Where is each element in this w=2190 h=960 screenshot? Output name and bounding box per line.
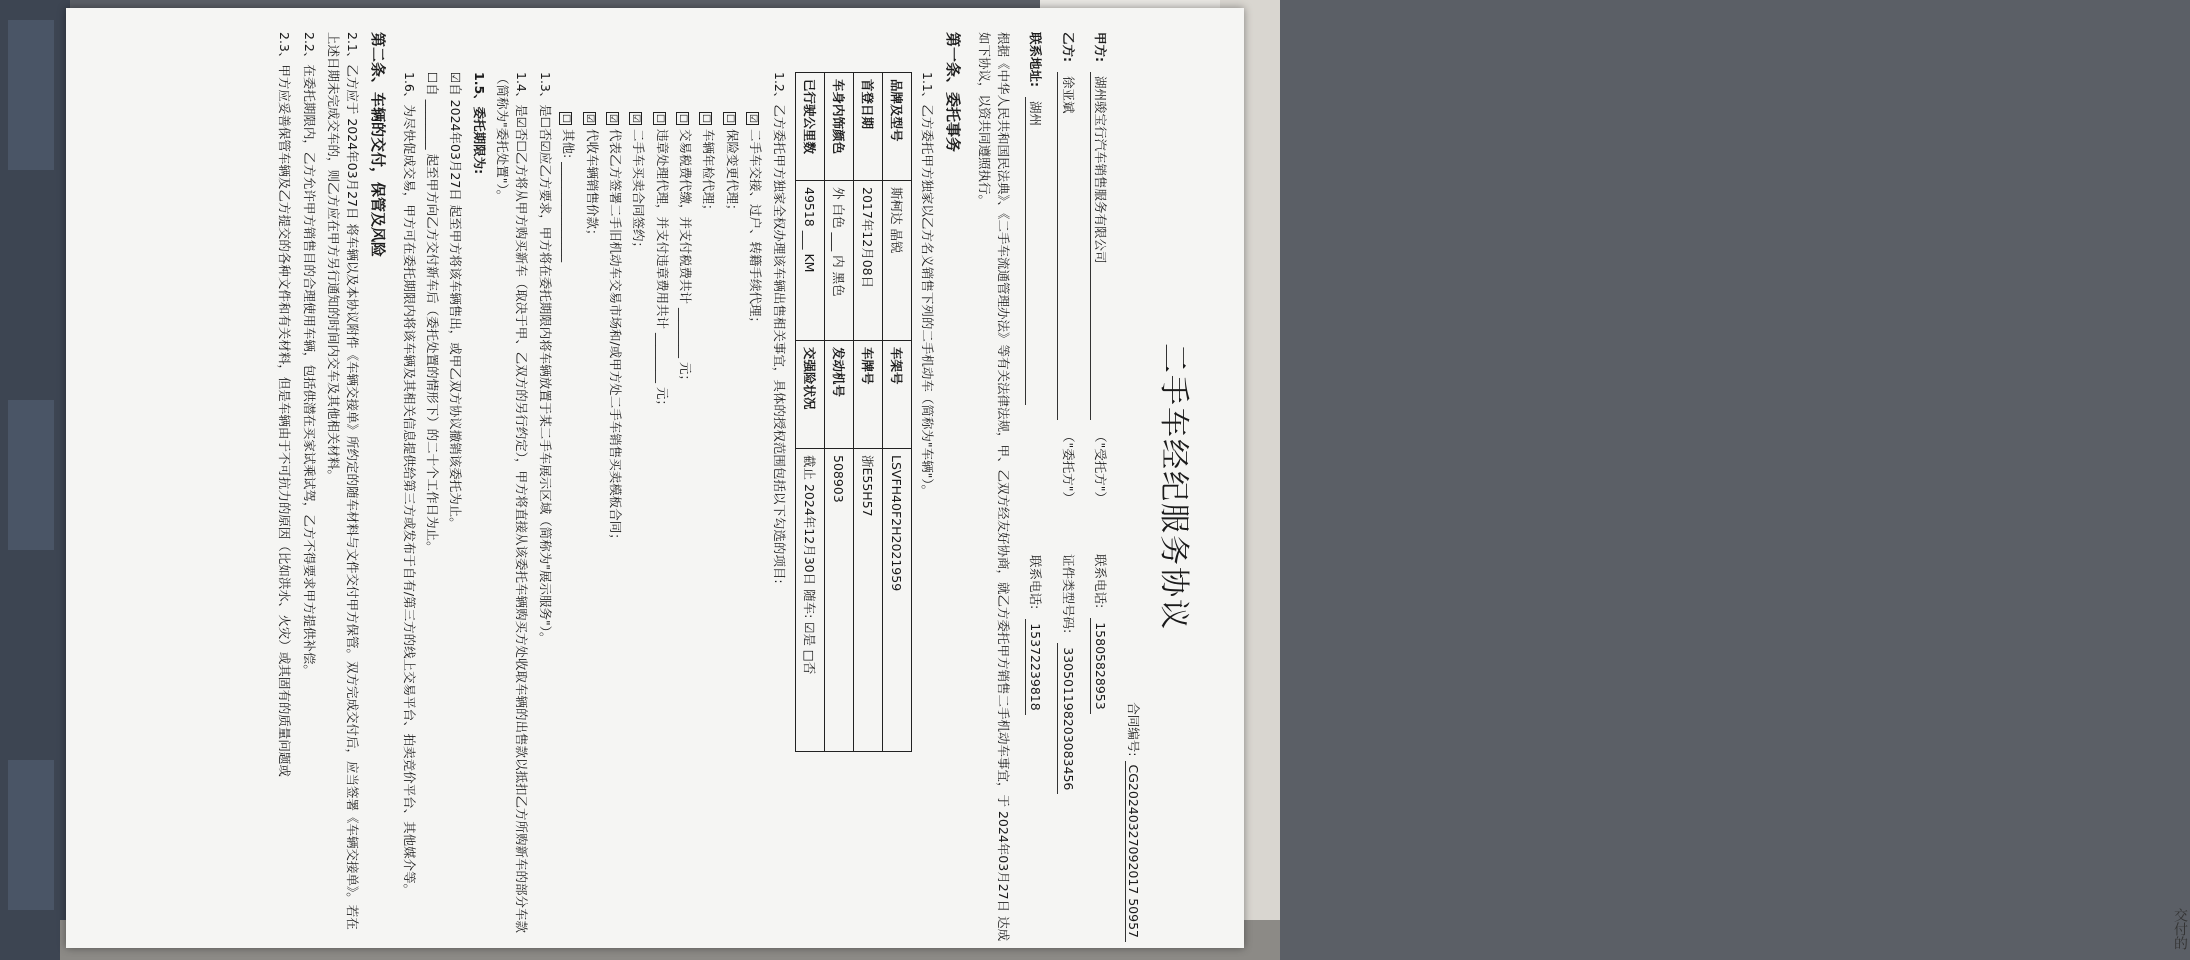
party-b-id: 330501198203083456 [1057, 643, 1077, 794]
vehicle-table [795, 72, 912, 752]
clause-1-2: 1.2、乙方委托甲方独家全权办理该车辆出售相关事宜，具体的授权范围包括以下勾选的项目: [771, 72, 787, 584]
contract-paper [66, 8, 1244, 948]
clause-1-3: 1.3、是☐否☑应乙方要求，甲方将在委托期限内将车辆放置于某二手车展示区域（简称为"展示服务"）。 [537, 72, 553, 645]
checkbox-icon: ☑ [746, 112, 759, 125]
address-row: 联系地址: 湖州 联系电话: 15372239818 [1025, 32, 1045, 942]
clause-1-6: 1.6、为尽快促成交易，甲方可在委托期限内将该车辆及其相关信息提供给第三方或发布于自有/第三方的线上交易平台、拍卖竞价平台、其他媒介等。 [401, 72, 417, 897]
clause-2-3: 2.3、甲方应妥善保管车辆及乙方提交的各种文件和有关材料，但是车辆由于不可抗力的原因（比如洪水、火灾）或其固有的质量问题或 [276, 32, 292, 777]
plate-value: 浙E55H57 [853, 449, 882, 752]
mileage-value: 49518 ___ KM [795, 181, 824, 341]
option-item: ☐车辆年检代理； [699, 112, 718, 942]
engine-value: 508903 [824, 449, 853, 752]
option-item: ☐交易税费代缴，并支付税费共计 ________ 元； [676, 112, 695, 942]
address-value: 湖州 [1025, 97, 1045, 405]
checkbox-icon: ☑ [583, 112, 596, 125]
checkbox-icon: ☐ [653, 112, 666, 125]
party-a-row: 甲方: 湖州骏宝行汽车销售服务有限公司 （"受托方"） 联系电话: 15805828953 [1090, 32, 1110, 942]
checkbox-icon: ☑ [606, 112, 619, 125]
preamble: 根据《中华人民共和国民法典》、《二手车流通管理办法》等有关法律法规，甲、乙双方经友好协商，就乙方委托甲方销售二手机动车事宜，于 2024年03月27日 达成如下协议，以资共同遵照执行。 [976, 32, 1011, 942]
option-item: ☑代表乙方签署二手旧机动车交易市场和/或甲方处二手车销售买卖模板合同； [606, 112, 625, 942]
contract-number-value: CG20240327092017 50957 [1126, 761, 1142, 943]
clause-1-5-title: 1.5、委托期限为: [471, 72, 487, 175]
color-value: 外 白色 ___ 内 黑色 [824, 181, 853, 341]
checkbox-icon: ☐ [559, 112, 572, 125]
reg-date-label: 首登日期 [853, 73, 882, 181]
checkbox-icon: ☑ [629, 112, 642, 125]
checkbox-icon: ☐ [723, 112, 736, 125]
authorization-options [559, 32, 765, 942]
vin-value: LSVFH40F2H2021959 [882, 449, 911, 752]
clause-1-1: 1.1、乙方委托甲方独家以乙方名义销售下列的二手机动车（简称为"车辆"）。 [920, 72, 935, 498]
desk-strip [8, 760, 54, 910]
clause-1-5-b: ☐自 ________ 起至甲方向乙方交付新车后（委托处置的情形下）的二十个工作日为止。 [425, 72, 440, 554]
vin-label: 车架号 [882, 341, 911, 449]
desk-left [0, 0, 70, 960]
clause-2-2: 2.2、在委托期限内，乙方允许甲方销售目的合理使用车辆，包括供潜在买家试乘试驾，乙方不得要求甲方提供补偿。 [302, 32, 318, 677]
clause-2-1: 2.1、乙方应于 2024年03月27日 将车辆以及本协议附件《车辆交接单》所约定的随车材料与文件交付甲方保管。双方完成交付后，应当签署《车辆交接单》。若在上述日期未完成交车的，则乙方应在甲方另行通知的时间内交车及其他相关材料。 [325, 32, 360, 930]
section-2-title: 第二条、车辆的交付，保管及风险 [369, 32, 388, 258]
section-1-title: 第一条、委托事务 [944, 32, 963, 153]
party-a-name: 湖州骏宝行汽车销售服务有限公司 [1090, 72, 1110, 420]
mileage-label: 已行驶公里数 [795, 73, 824, 181]
desk-strip [8, 20, 54, 170]
option-item: ☐保险变更代理； [723, 112, 742, 942]
option-item: ☐其他: ________________ [559, 112, 578, 942]
brand-label: 品牌及型号 [882, 73, 911, 181]
plate-label: 车牌号 [853, 341, 882, 449]
brand-value: 斯柯达 晶锐 [882, 181, 911, 341]
party-b-row: 乙方: 徐亚斌 （"委托方"） 证件类型号码: 330501198203083456 [1057, 32, 1077, 942]
party-b-phone: 15372239818 [1025, 619, 1045, 714]
engine-label: 发动机号 [824, 341, 853, 449]
option-item: ☐违章处理代理，并支付违章费用共计 ________ 元； [652, 112, 671, 942]
contract-number: 合同编号: CG20240327092017 50957 [1124, 32, 1143, 942]
checkbox-icon: ☐ [700, 112, 713, 125]
party-a-phone: 15805828953 [1090, 618, 1110, 713]
background-sheet-text: 交付的 [2172, 908, 2188, 950]
reg-date-value: 2017年12月08日 [853, 181, 882, 341]
insurance-value: 截止 2024年12月30日 随车: ☑是 □否 [795, 449, 824, 752]
option-item: ☑代收车辆销售价款； [582, 112, 601, 942]
desk-strip [8, 400, 54, 550]
document-title: 二手车经纪服务协议 [1156, 343, 1191, 631]
checkbox-icon: ☐ [676, 112, 689, 125]
contract-content [104, 32, 1204, 942]
color-label: 车身内饰颜色 [824, 73, 853, 181]
clause-1-5-a: ☑自 2024年03月27日 起至甲方将该车辆售出，或甲乙双方协议撤销该委托为止。 [448, 72, 464, 530]
option-item: ☑二手车交接、过户、转籍手续代理； [746, 112, 765, 942]
party-b-name: 徐亚斌 [1057, 72, 1077, 420]
clause-1-4: 1.4、是☑否☐乙方将从甲方购买新车（取决于甲、乙双方的另行约定），甲方将直接从该委托车辆购买方处收取车辆的出售款以抵扣乙方所购新车的部分车款（简称为"委托处置"）。 [495, 72, 530, 934]
option-item: ☑二手车买卖合同签约； [629, 112, 648, 942]
insurance-label: 交强险状况 [795, 341, 824, 449]
